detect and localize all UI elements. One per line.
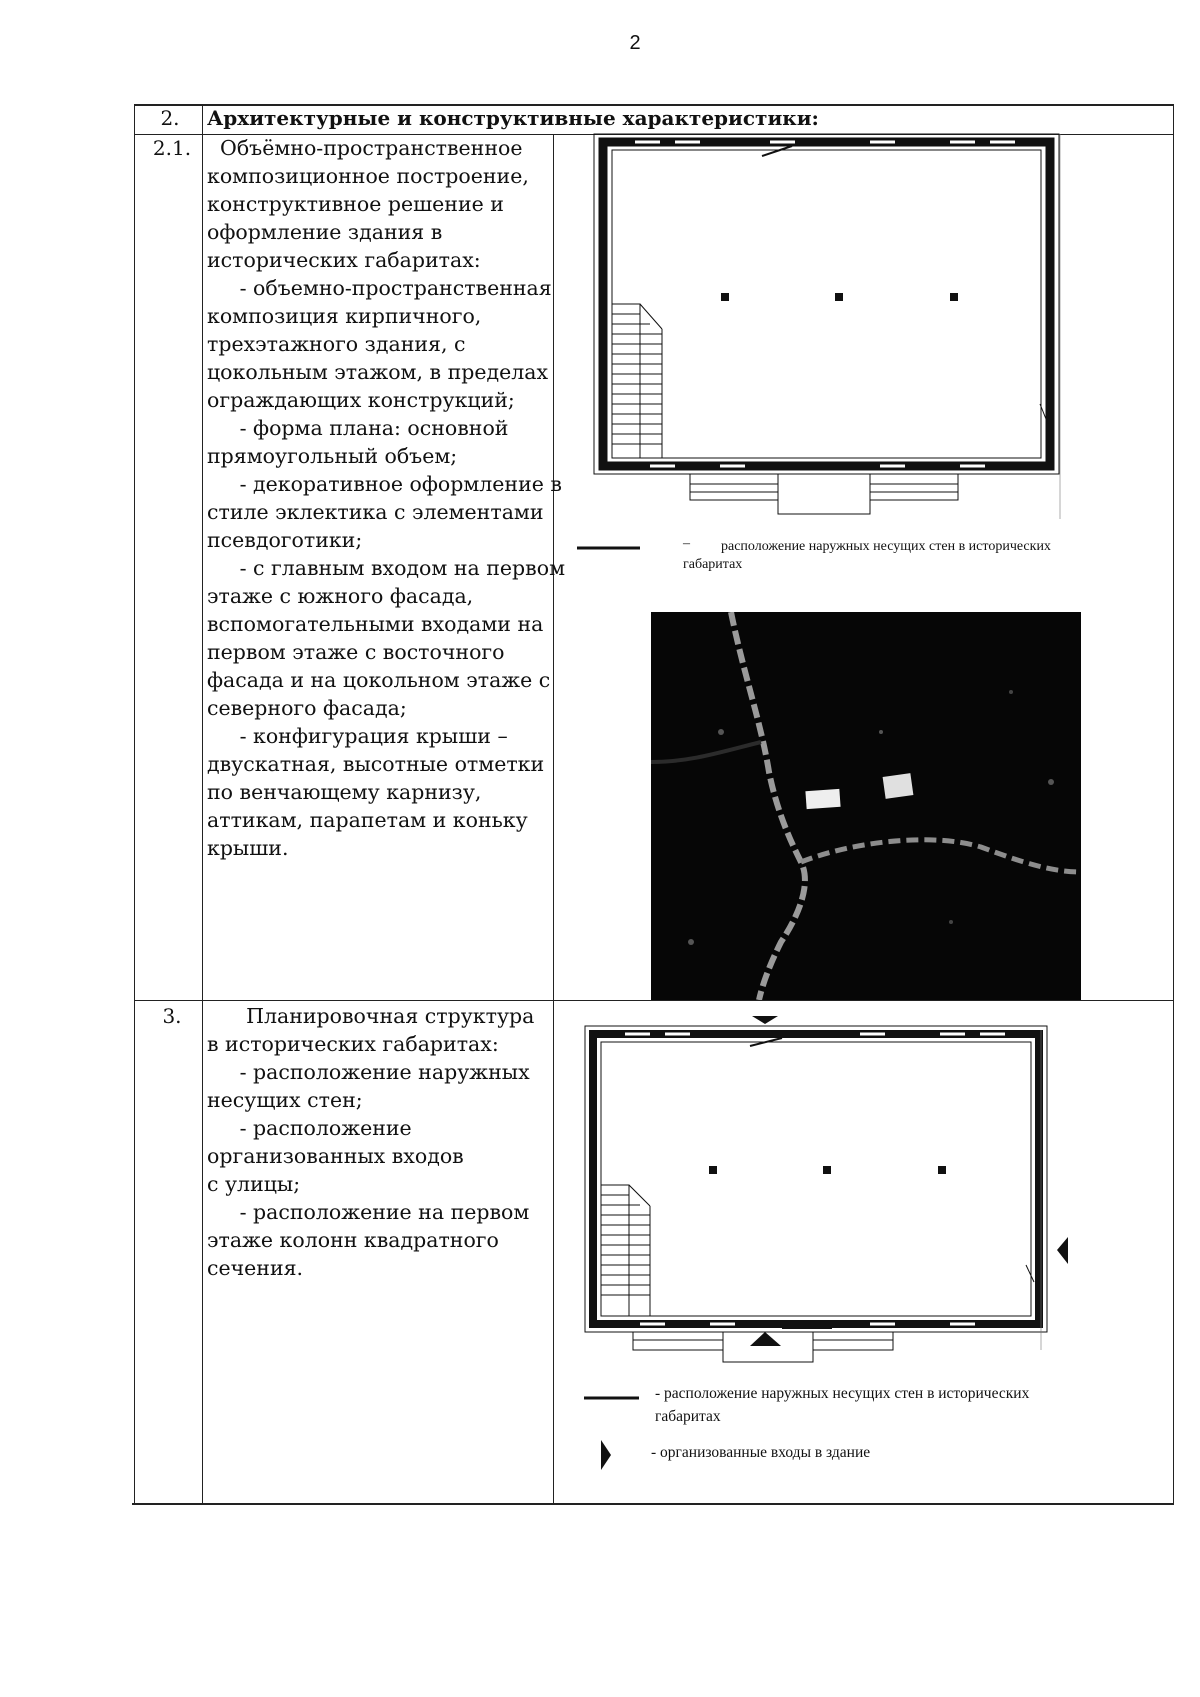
floor-plan-1 — [570, 134, 1090, 524]
text-line: - расположение на первом — [207, 1200, 530, 1224]
text-line: - форма плана: основной — [207, 416, 509, 440]
text-line: прямоугольный объем; — [207, 444, 458, 468]
text-line: сечения. — [207, 1256, 304, 1280]
text-line: Планировочная структура — [207, 1004, 535, 1028]
column-icon — [938, 1166, 946, 1174]
column-icon — [721, 293, 729, 301]
section-number: 2. — [160, 106, 180, 130]
column-icon — [835, 293, 843, 301]
text-line: по венчающему карнизу, — [207, 780, 482, 804]
text-line: - декоративное оформление в — [207, 472, 562, 496]
text-line: композиционное построение, — [207, 164, 529, 188]
row-divider-21 — [134, 1000, 1174, 1001]
text-line: с улицы; — [207, 1172, 301, 1196]
text-line: конструктивное решение и — [207, 192, 504, 216]
text-line: первом этаже с восточного — [207, 640, 505, 664]
staircase — [601, 1185, 650, 1316]
row-number-3: 3. — [162, 1004, 182, 1028]
legend-walls-text: расположение наружных несущих стен в исторических — [721, 539, 1051, 554]
floor-plan-2 — [560, 1010, 1100, 1390]
text-line: организованных входов — [207, 1144, 464, 1168]
text-line: исторических габаритах: — [207, 248, 481, 272]
text-line: - конфигурация крыши – — [207, 724, 508, 748]
building-roof — [805, 789, 840, 809]
page-number: 2 — [629, 32, 641, 54]
legend-walls-text: - расположение наружных несущих стен в исторических — [655, 1385, 1030, 1402]
text-line: Объёмно-пространственное — [207, 136, 523, 160]
entrance-arrow-icon — [752, 1016, 778, 1024]
text-line: - объемно-пространственная — [207, 276, 552, 300]
aerial-photo — [651, 612, 1081, 1000]
staircase — [612, 304, 662, 458]
section-title: Архитектурные и конструктивные характеристики: — [207, 106, 819, 130]
text-line: несущих стен; — [207, 1088, 363, 1112]
text-line: двускатная, высотные отметки — [207, 752, 545, 776]
text-line: этаже колонн квадратного — [207, 1228, 499, 1252]
text-line: аттикам, парапетам и коньку — [207, 808, 528, 832]
text-line: оформление здания в — [207, 220, 443, 244]
text-line: цокольным этажом, в пределах — [207, 360, 549, 384]
legend-walls-text-cont: габаритах — [655, 1408, 721, 1425]
table-bottom-border — [132, 1503, 1174, 1505]
door-mark — [762, 146, 792, 156]
legend-dash: – — [683, 536, 690, 551]
entrance-arrow-icon — [599, 1438, 613, 1472]
table-left-border — [134, 104, 135, 1505]
number-column-divider — [202, 104, 203, 1505]
legend-walls-text-cont: габаритах — [683, 557, 743, 572]
table-right-border — [1173, 104, 1174, 1505]
text-line: ограждающих конструкций; — [207, 388, 515, 412]
text-line: - расположение — [207, 1116, 412, 1140]
entrance-arrow-icon — [1057, 1237, 1068, 1264]
text-line: - расположение наружных — [207, 1060, 530, 1084]
text-line: этаже с южного фасада, — [207, 584, 474, 608]
row-2-1-description — [207, 134, 565, 862]
text-line: псевдоготики; — [207, 528, 363, 552]
legend-entrances-text: - организованные входы в здание — [651, 1444, 871, 1461]
text-line: северного фасада; — [207, 696, 407, 720]
text-line: композиция кирпичного, — [207, 304, 482, 328]
text-line: трехэтажного здания, с — [207, 332, 466, 356]
text-line: фасада и на цокольном этаже с — [207, 668, 551, 692]
text-line: стиле эклектика с элементами — [207, 500, 544, 524]
wall-legend-line — [584, 1395, 640, 1401]
text-line: в исторических габаритах: — [207, 1032, 499, 1056]
column-icon — [823, 1166, 831, 1174]
text-line: крыши. — [207, 836, 289, 860]
row-3-description — [207, 1002, 534, 1282]
column-icon — [950, 293, 958, 301]
wall-legend-line — [577, 545, 641, 551]
text-line: - с главным входом на первом — [207, 556, 566, 580]
column-icon — [709, 1166, 717, 1174]
entrance-arrow-icon — [750, 1332, 781, 1346]
row-number-2-1: 2.1. — [152, 136, 192, 160]
building-roof — [883, 773, 914, 799]
text-line: вспомогательными входами на — [207, 612, 544, 636]
